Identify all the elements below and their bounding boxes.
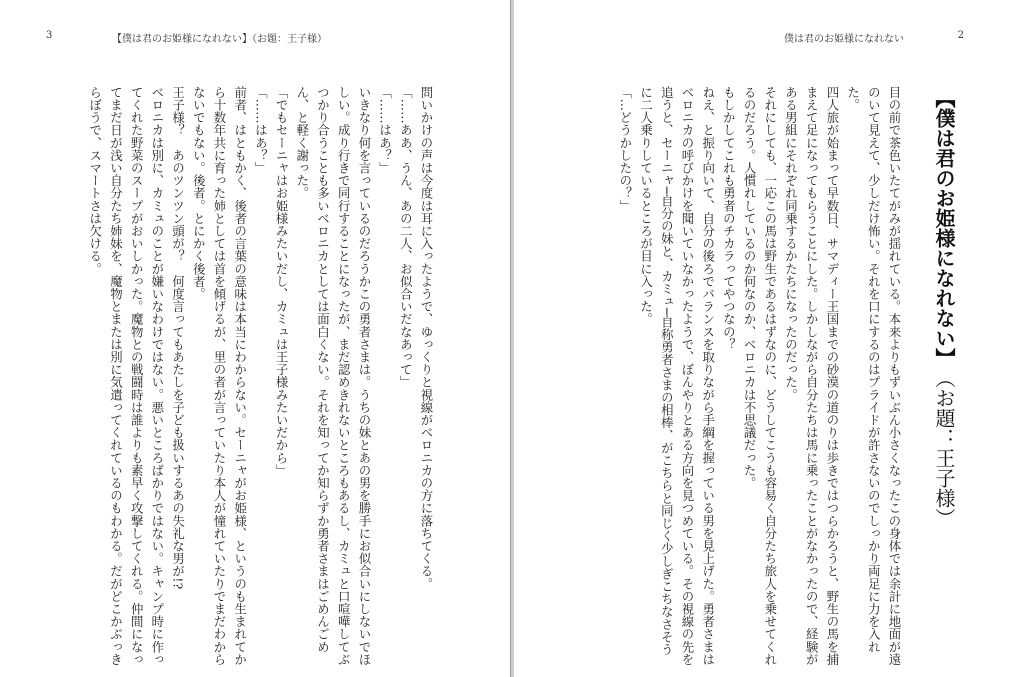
paragraph: 前者、はともかく、後者の言葉の意味は本当にわからない。セーニャがお姫様、というのも生まれてから十数年共に育った姉としては首を傾げるが、里の者が言っていたり本人が憧れていたりでまだわからないでもない。後者。とにかく後者。 <box>191 86 248 666</box>
right-page-number: 2 <box>957 30 964 41</box>
paragraph: 四人旅が始まって早数日、サマディー王国までの砂漠の道のりは歩きではつらかろうと、野生の馬を捕まえて足になってもらうことにした。しかしながら自分たちは馬に乗ったことがなかったので、経験がある男組にそれぞれ同乗するかたちになったのだった。 <box>783 86 840 666</box>
paragraph: 「……はあ？」 <box>253 86 269 175</box>
left-page <box>0 0 510 677</box>
paragraph: ねえ、と振り向いて、自分の後ろでバランスを取りながら手綱を握っている男を見上げた。勇者さまはベロニカの呼びかけを聞いていなかったようで、ぼんやりとある方向を見つめている。その視線の先を追うと、セーニャ─自分の妹と、カミュ─自称勇者さまの相棒、がこちらと同じく少しぎこちなさそうに二人乗りしているところが目に入った。 <box>638 86 716 666</box>
right-page-body <box>544 86 904 666</box>
paragraph: 王子様？ あのツンツン頭が？ 何度言ってもあたしを子ども扱いするあの失礼な男が!? <box>170 86 186 590</box>
paragraph: いきなり何を言っているのだろうかこの勇者さまは。うちの妹とあの男を勝手にお似合いにしないでほしい。成り行きで同行することになったが、まだ認めきれないところもあるし、カミュと口喧嘩してぶつかり合うことも多いベロニカとしては面白くない。それを知ってか知らずか勇者さまはごめんごめん、と軽く謝った。 <box>294 86 372 666</box>
paragraph: 「……はあ？」 <box>377 86 393 175</box>
paragraph: 問いかけの声は今度は耳に入ったようで、ゆっくりと視線がベロニカの方に落ちてくる。 <box>419 86 434 590</box>
paragraph: 目の前で茶色いたてがみが揺れている。本来よりもずいぶん小さくなったこの身体では余計に地面が遠のいて見えて、少しだけ怖い。それを口にするのはプライドが許さないのでしっかり両足に力を入れた。 <box>845 86 902 666</box>
chapter-title <box>920 88 964 668</box>
left-running-head: 【僕は君のお姫様になれない】（お題：王子様） <box>112 34 327 45</box>
right-page <box>514 0 1024 677</box>
paragraph: 「でもセーニャはお姫様みたいだし、カミュは王子様みたいだから」 <box>274 86 290 477</box>
left-page-number: 3 <box>46 30 53 41</box>
paragraph: もしかしてこれも勇者のチカラってやつなの？ <box>721 86 737 351</box>
paragraph: 「……ああ、うん、あの二人、お似合いだなあって」 <box>398 86 414 389</box>
paragraph: ベロニカは別に、カミュのことが嫌いなわけではない。悪いところばかりではない。キャンプ時に作ってくれた野菜のスープがおいしかった。魔物との戦闘時は誰よりも素早く攻撃してくれる。仲間になってまだ日が浅い自分たち姉妹を、魔物とまたは別に気遣ってくれているのもわかる。だがどこかぶっきらぼうで、スマートさは欠ける。 <box>87 86 165 666</box>
chapter-title-main: 【僕は君のお姫様になれない】 <box>932 88 956 368</box>
left-page-body <box>86 86 436 666</box>
chapter-title-subtitle: （お題：王子様） <box>932 378 956 528</box>
right-running-head: 僕は君のお姫様になれない <box>784 34 904 45</box>
paragraph: 「…どうかしたの？」 <box>617 86 633 212</box>
paragraph: それにしても、一応この馬は野生であるはずなのに、どうしてこうも容易く自分たち旅人を乗せてくれるのだろう。人慣れしているのか何なのか、ベロニカは不思議だった。 <box>742 86 778 666</box>
